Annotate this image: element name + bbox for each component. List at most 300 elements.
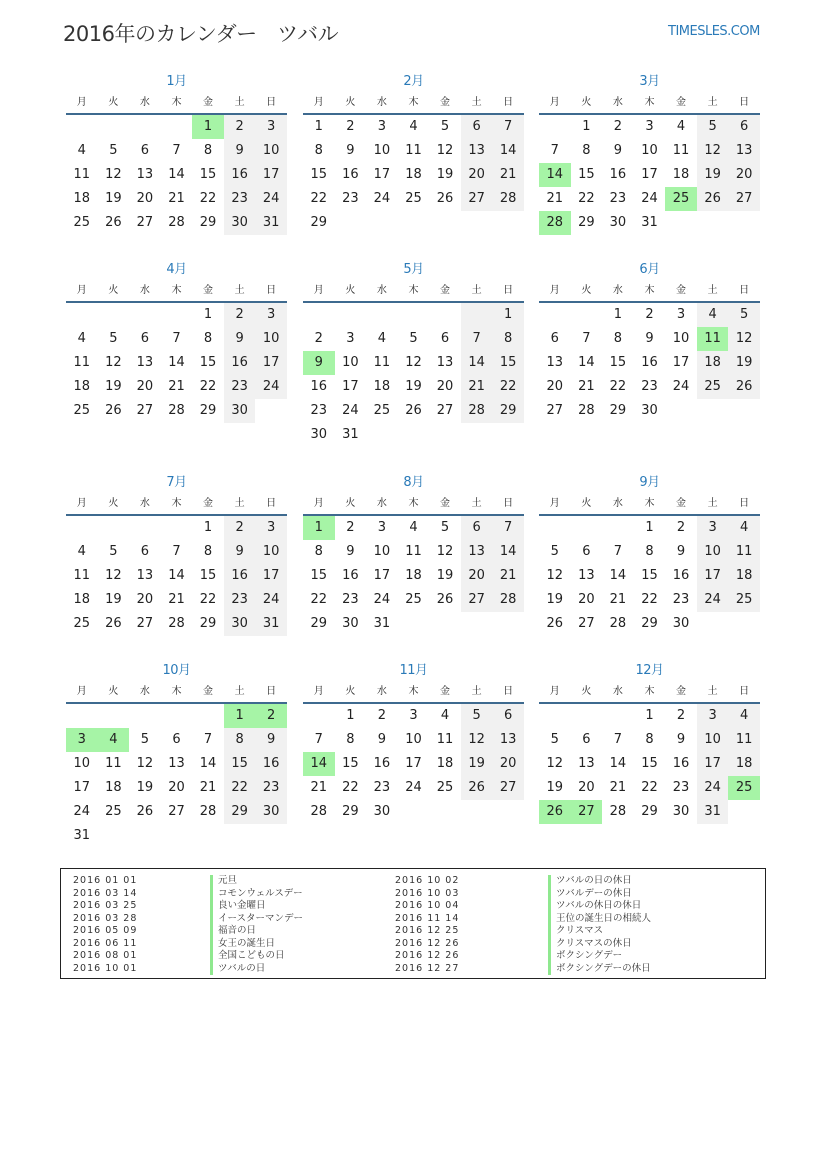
day-cell[interactable]: 25 <box>105 804 122 819</box>
day-cell[interactable]: 12 <box>105 568 122 583</box>
day-cell[interactable]: 2 <box>613 119 623 134</box>
day-cell[interactable]: 19 <box>105 592 122 607</box>
day-cell[interactable]: 1 <box>314 119 323 134</box>
day-cell[interactable]: 30 <box>224 211 256 235</box>
day-cell[interactable]: 21 <box>168 379 185 394</box>
day-cell[interactable]: 25 <box>73 616 91 631</box>
day-cell[interactable]: 18 <box>73 592 91 607</box>
day-cell[interactable]: 25 <box>73 215 91 230</box>
day-cell[interactable]: 28 <box>168 616 185 631</box>
day-cell[interactable]: 12 <box>697 139 729 163</box>
day-cell[interactable]: 2 <box>224 115 256 139</box>
day-cell[interactable]: 23 <box>224 588 256 612</box>
day-cell[interactable]: 7 <box>492 516 524 540</box>
day-cell[interactable]: 16 <box>641 355 658 370</box>
day-cell[interactable]: 24 <box>73 804 91 819</box>
day-cell[interactable]: 17 <box>373 167 391 182</box>
brand-logo-text[interactable]: TIMESLES.COM <box>668 24 760 39</box>
day-cell[interactable]: 23 <box>342 191 359 206</box>
day-cell[interactable]: 7 <box>550 143 559 158</box>
day-cell[interactable]: 26 <box>436 191 454 206</box>
day-cell[interactable]: 29 <box>492 399 524 423</box>
day-cell[interactable]: 25 <box>405 592 422 607</box>
day-cell[interactable]: 5 <box>697 115 729 139</box>
day-cell[interactable]: 15 <box>310 568 328 583</box>
day-cell[interactable]: 28 <box>492 588 524 612</box>
day-cell[interactable]: 12 <box>728 327 760 351</box>
day-cell[interactable]: 28 <box>492 187 524 211</box>
day-cell[interactable]: 8 <box>492 327 524 351</box>
day-cell[interactable]: 31 <box>342 427 359 442</box>
day-cell[interactable]: 27 <box>461 588 493 612</box>
day-cell[interactable]: 15 <box>199 568 217 583</box>
day-cell[interactable]: 19 <box>728 351 760 375</box>
day-cell[interactable]: 12 <box>405 355 422 370</box>
day-cell[interactable]: 11 <box>105 756 122 771</box>
day-cell[interactable]: 15 <box>224 752 256 776</box>
day-cell[interactable]: 6 <box>582 544 591 559</box>
day-cell[interactable]: 14 <box>609 756 627 771</box>
day-cell[interactable]: 2 <box>314 331 323 346</box>
day-cell[interactable]: 6 <box>728 115 760 139</box>
day-cell[interactable]: 11 <box>672 143 690 158</box>
day-cell[interactable]: 26 <box>105 215 122 230</box>
day-cell[interactable]: 15 <box>199 167 217 182</box>
day-cell[interactable]: 6 <box>461 115 493 139</box>
day-cell[interactable]: 9 <box>224 327 256 351</box>
day-cell[interactable]: 22 <box>224 776 256 800</box>
day-cell[interactable]: 5 <box>109 143 118 158</box>
day-cell[interactable]: 9 <box>676 544 686 559</box>
day-cell[interactable]: 21 <box>609 592 627 607</box>
day-cell[interactable]: 13 <box>136 355 154 370</box>
day-cell[interactable]: 28 <box>609 804 627 819</box>
day-cell[interactable]: 22 <box>310 191 328 206</box>
day-cell[interactable]: 26 <box>405 403 422 418</box>
day-cell[interactable]: 17 <box>342 379 359 394</box>
day-cell[interactable]: 29 <box>609 403 627 418</box>
day-cell[interactable]: 1 <box>645 708 654 723</box>
day-cell[interactable]: 23 <box>310 403 328 418</box>
day-cell[interactable]: 17 <box>73 780 91 795</box>
day-cell[interactable]: 27 <box>578 616 595 631</box>
day-cell[interactable]: 4 <box>728 516 760 540</box>
day-cell[interactable]: 30 <box>342 616 359 631</box>
day-cell[interactable]: 4 <box>697 303 729 327</box>
day-cell[interactable]: 11 <box>405 143 422 158</box>
day-cell[interactable]: 12 <box>105 355 122 370</box>
day-cell[interactable]: 27 <box>168 804 185 819</box>
day-cell[interactable]: 3 <box>255 516 287 540</box>
day-cell[interactable]: 30 <box>641 403 658 418</box>
day-cell[interactable]: 29 <box>199 403 217 418</box>
day-cell[interactable]: 4 <box>77 331 86 346</box>
day-cell[interactable]: 8 <box>203 544 213 559</box>
day-cell[interactable]: 6 <box>140 544 150 559</box>
day-cell[interactable]: 22 <box>609 379 627 394</box>
day-cell[interactable]: 9 <box>346 544 355 559</box>
day-cell[interactable]: 27 <box>436 403 454 418</box>
day-cell[interactable]: 10 <box>405 732 422 747</box>
day-cell[interactable]: 26 <box>697 187 729 211</box>
day-cell[interactable]: 3 <box>255 303 287 327</box>
day-cell[interactable]: 24 <box>255 375 287 399</box>
day-cell[interactable]: 5 <box>461 704 493 728</box>
day-cell[interactable]: 24 <box>672 379 690 394</box>
day-cell[interactable]: 20 <box>136 191 154 206</box>
day-cell[interactable]: 4 <box>377 331 387 346</box>
day-cell[interactable]: 30 <box>255 800 287 824</box>
day-cell[interactable]: 14 <box>461 351 493 375</box>
day-cell[interactable]: 31 <box>255 612 287 636</box>
day-cell[interactable]: 21 <box>168 592 185 607</box>
day-cell[interactable]: 28 <box>310 804 328 819</box>
day-cell[interactable]: 31 <box>373 616 391 631</box>
day-cell[interactable]: 24 <box>697 588 729 612</box>
day-cell[interactable]: 31 <box>73 828 91 843</box>
day-cell[interactable]: 24 <box>697 776 729 800</box>
day-cell[interactable]: 6 <box>140 143 150 158</box>
day-cell[interactable]: 1 <box>346 708 355 723</box>
day-cell[interactable]: 24 <box>373 592 391 607</box>
day-cell[interactable]: 30 <box>224 399 256 423</box>
day-cell[interactable]: 14 <box>609 568 627 583</box>
day-cell[interactable]: 8 <box>314 544 323 559</box>
day-cell[interactable]: 22 <box>641 780 658 795</box>
day-cell[interactable]: 3 <box>697 516 729 540</box>
day-cell[interactable]: 21 <box>609 780 627 795</box>
day-cell[interactable]: 17 <box>255 163 287 187</box>
day-cell[interactable]: 9 <box>224 540 256 564</box>
day-cell[interactable]: 16 <box>224 564 256 588</box>
day-cell[interactable]: 8 <box>582 143 591 158</box>
day-cell[interactable]: 9 <box>224 139 256 163</box>
day-cell[interactable]: 1 <box>645 520 654 535</box>
holiday-day-cell[interactable]: 25 <box>665 187 697 211</box>
day-cell[interactable]: 19 <box>405 379 422 394</box>
day-cell[interactable]: 11 <box>728 728 760 752</box>
day-cell[interactable]: 26 <box>728 375 760 399</box>
day-cell[interactable]: 19 <box>546 780 564 795</box>
day-cell[interactable]: 27 <box>136 215 154 230</box>
day-cell[interactable]: 13 <box>168 756 185 771</box>
day-cell[interactable]: 13 <box>461 540 493 564</box>
day-cell[interactable]: 7 <box>613 544 623 559</box>
day-cell[interactable]: 10 <box>255 327 287 351</box>
day-cell[interactable]: 7 <box>492 115 524 139</box>
day-cell[interactable]: 30 <box>609 215 627 230</box>
holiday-day-cell[interactable]: 9 <box>303 351 335 375</box>
day-cell[interactable]: 8 <box>613 331 623 346</box>
day-cell[interactable]: 21 <box>168 191 185 206</box>
day-cell[interactable]: 30 <box>373 804 391 819</box>
day-cell[interactable]: 16 <box>342 568 359 583</box>
day-cell[interactable]: 24 <box>373 191 391 206</box>
day-cell[interactable]: 7 <box>461 327 493 351</box>
day-cell[interactable]: 23 <box>373 780 391 795</box>
day-cell[interactable]: 4 <box>676 119 686 134</box>
day-cell[interactable]: 1 <box>203 520 213 535</box>
day-cell[interactable]: 13 <box>436 355 454 370</box>
day-cell[interactable]: 21 <box>492 564 524 588</box>
day-cell[interactable]: 23 <box>672 780 690 795</box>
holiday-day-cell[interactable]: 3 <box>66 728 98 752</box>
day-cell[interactable]: 8 <box>346 732 355 747</box>
day-cell[interactable]: 10 <box>697 540 729 564</box>
day-cell[interactable]: 26 <box>105 403 122 418</box>
day-cell[interactable]: 10 <box>697 728 729 752</box>
day-cell[interactable]: 18 <box>728 752 760 776</box>
day-cell[interactable]: 5 <box>140 732 150 747</box>
day-cell[interactable]: 30 <box>310 427 328 442</box>
day-cell[interactable]: 21 <box>461 375 493 399</box>
day-cell[interactable]: 19 <box>546 592 564 607</box>
day-cell[interactable]: 3 <box>377 520 387 535</box>
day-cell[interactable]: 20 <box>136 592 154 607</box>
day-cell[interactable]: 20 <box>461 163 493 187</box>
day-cell[interactable]: 25 <box>373 403 391 418</box>
day-cell[interactable]: 3 <box>255 115 287 139</box>
day-cell[interactable]: 10 <box>255 540 287 564</box>
day-cell[interactable]: 9 <box>676 732 686 747</box>
day-cell[interactable]: 25 <box>73 403 91 418</box>
day-cell[interactable]: 24 <box>641 191 658 206</box>
day-cell[interactable]: 9 <box>645 331 654 346</box>
day-cell[interactable]: 22 <box>199 379 217 394</box>
day-cell[interactable]: 20 <box>436 379 454 394</box>
day-cell[interactable]: 20 <box>136 379 154 394</box>
day-cell[interactable]: 12 <box>546 756 564 771</box>
holiday-day-cell[interactable]: 27 <box>571 800 603 824</box>
day-cell[interactable]: 12 <box>105 167 122 182</box>
day-cell[interactable]: 26 <box>436 592 454 607</box>
day-cell[interactable]: 3 <box>409 708 418 723</box>
day-cell[interactable]: 18 <box>405 568 422 583</box>
day-cell[interactable]: 28 <box>168 215 185 230</box>
day-cell[interactable]: 28 <box>578 403 595 418</box>
day-cell[interactable]: 2 <box>346 520 355 535</box>
day-cell[interactable]: 3 <box>377 119 387 134</box>
day-cell[interactable]: 19 <box>436 568 454 583</box>
day-cell[interactable]: 14 <box>492 540 524 564</box>
day-cell[interactable]: 4 <box>728 704 760 728</box>
day-cell[interactable]: 1 <box>613 307 623 322</box>
day-cell[interactable]: 16 <box>310 379 328 394</box>
day-cell[interactable]: 31 <box>641 215 658 230</box>
day-cell[interactable]: 16 <box>672 568 690 583</box>
day-cell[interactable]: 12 <box>436 143 454 158</box>
day-cell[interactable]: 12 <box>436 544 454 559</box>
day-cell[interactable]: 10 <box>255 139 287 163</box>
day-cell[interactable]: 19 <box>136 780 154 795</box>
day-cell[interactable]: 11 <box>73 167 91 182</box>
day-cell[interactable]: 6 <box>492 704 524 728</box>
day-cell[interactable]: 5 <box>109 544 118 559</box>
day-cell[interactable]: 7 <box>172 544 181 559</box>
day-cell[interactable]: 16 <box>672 756 690 771</box>
holiday-day-cell[interactable]: 25 <box>728 776 760 800</box>
day-cell[interactable]: 5 <box>440 520 450 535</box>
holiday-day-cell[interactable]: 14 <box>303 752 335 776</box>
day-cell[interactable]: 28 <box>609 616 627 631</box>
day-cell[interactable]: 18 <box>73 379 91 394</box>
day-cell[interactable]: 16 <box>609 167 627 182</box>
day-cell[interactable]: 17 <box>672 355 690 370</box>
day-cell[interactable]: 18 <box>105 780 122 795</box>
day-cell[interactable]: 3 <box>676 307 686 322</box>
day-cell[interactable]: 19 <box>436 167 454 182</box>
day-cell[interactable]: 2 <box>224 303 256 327</box>
day-cell[interactable]: 9 <box>613 143 623 158</box>
day-cell[interactable]: 17 <box>697 752 729 776</box>
day-cell[interactable]: 14 <box>168 568 185 583</box>
day-cell[interactable]: 20 <box>578 780 595 795</box>
day-cell[interactable]: 1 <box>203 307 213 322</box>
day-cell[interactable]: 23 <box>255 776 287 800</box>
day-cell[interactable]: 18 <box>672 167 690 182</box>
day-cell[interactable]: 6 <box>461 516 493 540</box>
holiday-day-cell[interactable]: 1 <box>303 516 335 540</box>
day-cell[interactable]: 14 <box>492 139 524 163</box>
day-cell[interactable]: 1 <box>492 303 524 327</box>
day-cell[interactable]: 19 <box>697 163 729 187</box>
day-cell[interactable]: 29 <box>310 616 328 631</box>
day-cell[interactable]: 30 <box>224 612 256 636</box>
day-cell[interactable]: 5 <box>109 331 118 346</box>
day-cell[interactable]: 27 <box>461 187 493 211</box>
day-cell[interactable]: 6 <box>172 732 181 747</box>
day-cell[interactable]: 10 <box>342 355 359 370</box>
day-cell[interactable]: 19 <box>105 379 122 394</box>
day-cell[interactable]: 29 <box>199 215 217 230</box>
day-cell[interactable]: 21 <box>310 780 328 795</box>
day-cell[interactable]: 9 <box>346 143 355 158</box>
day-cell[interactable]: 2 <box>676 520 686 535</box>
day-cell[interactable]: 13 <box>728 139 760 163</box>
day-cell[interactable]: 4 <box>77 143 86 158</box>
day-cell[interactable]: 11 <box>373 355 391 370</box>
day-cell[interactable]: 20 <box>168 780 185 795</box>
day-cell[interactable]: 25 <box>697 375 729 399</box>
day-cell[interactable]: 23 <box>609 191 627 206</box>
day-cell[interactable]: 27 <box>136 616 154 631</box>
day-cell[interactable]: 29 <box>199 616 217 631</box>
day-cell[interactable]: 17 <box>405 756 422 771</box>
day-cell[interactable]: 20 <box>578 592 595 607</box>
day-cell[interactable]: 23 <box>641 379 658 394</box>
day-cell[interactable]: 7 <box>203 732 213 747</box>
day-cell[interactable]: 29 <box>342 804 359 819</box>
day-cell[interactable]: 11 <box>728 540 760 564</box>
day-cell[interactable]: 19 <box>105 191 122 206</box>
day-cell[interactable]: 22 <box>310 592 328 607</box>
day-cell[interactable]: 31 <box>255 211 287 235</box>
day-cell[interactable]: 4 <box>77 544 86 559</box>
holiday-day-cell[interactable]: 1 <box>224 704 256 728</box>
holiday-day-cell[interactable]: 28 <box>539 211 571 235</box>
day-cell[interactable]: 27 <box>492 776 524 800</box>
day-cell[interactable]: 28 <box>168 403 185 418</box>
day-cell[interactable]: 11 <box>73 355 91 370</box>
day-cell[interactable]: 12 <box>136 756 154 771</box>
day-cell[interactable]: 20 <box>546 379 564 394</box>
day-cell[interactable]: 10 <box>373 143 391 158</box>
day-cell[interactable]: 6 <box>140 331 150 346</box>
day-cell[interactable]: 29 <box>641 616 658 631</box>
day-cell[interactable]: 25 <box>728 588 760 612</box>
day-cell[interactable]: 14 <box>168 167 185 182</box>
day-cell[interactable]: 28 <box>461 399 493 423</box>
day-cell[interactable]: 20 <box>461 564 493 588</box>
day-cell[interactable]: 4 <box>409 119 418 134</box>
day-cell[interactable]: 16 <box>373 756 391 771</box>
day-cell[interactable]: 27 <box>728 187 760 211</box>
holiday-day-cell[interactable]: 2 <box>255 704 287 728</box>
day-cell[interactable]: 27 <box>546 403 564 418</box>
day-cell[interactable]: 31 <box>697 800 729 824</box>
day-cell[interactable]: 21 <box>199 780 217 795</box>
day-cell[interactable]: 13 <box>578 756 595 771</box>
day-cell[interactable]: 23 <box>672 592 690 607</box>
day-cell[interactable]: 15 <box>342 756 359 771</box>
day-cell[interactable]: 10 <box>373 544 391 559</box>
day-cell[interactable]: 1 <box>582 119 591 134</box>
day-cell[interactable]: 22 <box>492 375 524 399</box>
day-cell[interactable]: 23 <box>342 592 359 607</box>
day-cell[interactable]: 5 <box>728 303 760 327</box>
day-cell[interactable]: 18 <box>405 167 422 182</box>
day-cell[interactable]: 15 <box>609 355 627 370</box>
day-cell[interactable]: 4 <box>409 520 418 535</box>
day-cell[interactable]: 13 <box>461 139 493 163</box>
day-cell[interactable]: 18 <box>373 379 391 394</box>
day-cell[interactable]: 20 <box>492 752 524 776</box>
day-cell[interactable]: 8 <box>314 143 323 158</box>
day-cell[interactable]: 3 <box>645 119 654 134</box>
day-cell[interactable]: 8 <box>203 331 213 346</box>
day-cell[interactable]: 23 <box>224 187 256 211</box>
day-cell[interactable]: 13 <box>546 355 564 370</box>
day-cell[interactable]: 17 <box>641 167 658 182</box>
day-cell[interactable]: 16 <box>255 752 287 776</box>
day-cell[interactable]: 22 <box>578 191 595 206</box>
day-cell[interactable]: 29 <box>224 800 256 824</box>
day-cell[interactable]: 2 <box>377 708 387 723</box>
day-cell[interactable]: 25 <box>436 780 454 795</box>
day-cell[interactable]: 15 <box>578 167 595 182</box>
day-cell[interactable]: 5 <box>409 331 418 346</box>
day-cell[interactable]: 17 <box>255 351 287 375</box>
holiday-day-cell[interactable]: 26 <box>539 800 571 824</box>
day-cell[interactable]: 12 <box>546 568 564 583</box>
day-cell[interactable]: 14 <box>578 355 595 370</box>
day-cell[interactable]: 17 <box>255 564 287 588</box>
day-cell[interactable]: 7 <box>582 331 591 346</box>
day-cell[interactable]: 15 <box>641 568 658 583</box>
day-cell[interactable]: 24 <box>405 780 422 795</box>
day-cell[interactable]: 9 <box>377 732 387 747</box>
day-cell[interactable]: 7 <box>613 732 623 747</box>
day-cell[interactable]: 8 <box>224 728 256 752</box>
day-cell[interactable]: 21 <box>492 163 524 187</box>
day-cell[interactable]: 29 <box>641 804 658 819</box>
day-cell[interactable]: 2 <box>346 119 355 134</box>
day-cell[interactable]: 27 <box>136 403 154 418</box>
day-cell[interactable]: 11 <box>405 544 422 559</box>
day-cell[interactable]: 17 <box>373 568 391 583</box>
day-cell[interactable]: 18 <box>697 351 729 375</box>
day-cell[interactable]: 24 <box>255 588 287 612</box>
